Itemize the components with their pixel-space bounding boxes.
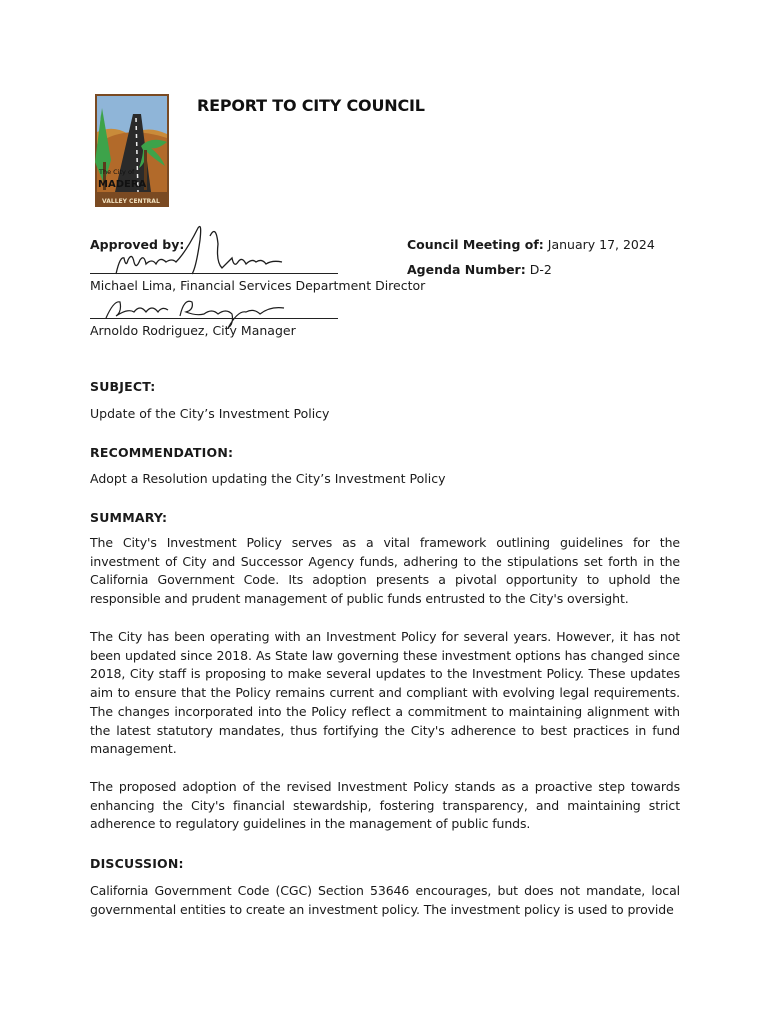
recommendation-text: Adopt a Resolution updating the City’s Investment Policy [90, 471, 446, 486]
recommendation-heading: RECOMMENDATION: [90, 445, 234, 460]
page-title: REPORT TO CITY COUNCIL [197, 96, 425, 115]
summary-paragraph-2: The City has been operating with an Investment Policy for several years. However, it has not been updated since 2018. As State law governing these investment options has changed since 2018, City staff is proposing to make several updates to the Investment Policy. These updates aim to ensure that the Policy remains current and compliant with evolving legal requirements. The changes incorporated into the Policy reflect a commitment to maintaining alignment with the latest statutory mandates, thus fortifying the City's adherence to best practices in fund management. [90, 629, 680, 757]
agenda-number-label: Agenda Number: [407, 262, 526, 277]
council-meeting-date [407, 237, 655, 252]
approved-by-label: Approved by: [90, 237, 185, 252]
summary-paragraph-3: The proposed adoption of the revised Investment Policy stands as a proactive step towards enhancing the City's financial stewardship, fostering transparency, and maintaining strict adherence to regulatory guidelines in the management of public funds. [90, 779, 680, 832]
discussion-heading: DISCUSSION: [90, 856, 184, 871]
signer-2-name: Arnoldo Rodriguez, City Manager [90, 323, 296, 338]
subject-text: Update of the City’s Investment Policy [90, 406, 330, 421]
summary-paragraph-1: The City's Investment Policy serves as a vital framework outlining guidelines for the investment of City and Successor Agency funds, adhering to the stipulations set forth in the California Government Code. Its adoption presents a pivotal opportunity to uphold the responsible and prudent management of public funds entrusted to the City's oversight. [90, 535, 680, 607]
signature-line-2 [90, 318, 338, 319]
city-of-madera-logo [95, 94, 169, 207]
logo-line3: VALLEY CENTRAL [102, 198, 160, 205]
signature-line-1 [90, 273, 338, 274]
agenda-number-value: D-2 [529, 262, 552, 277]
subject-heading: SUBJECT: [90, 379, 156, 394]
meeting-date-value: January 17, 2024 [547, 237, 655, 252]
logo-line1: The City of [99, 168, 135, 176]
discussion-paragraph: California Government Code (CGC) Section 53646 encourages, but does not mandate, local governmental entities to create an investment policy. The investment policy is used to provide [90, 883, 680, 917]
logo-line2: MADERA [98, 179, 147, 190]
summary-heading: SUMMARY: [90, 510, 168, 525]
meeting-date-label: Council Meeting of: [407, 237, 544, 252]
agenda-number [407, 262, 552, 277]
signer-1-name: Michael Lima, Financial Services Department Director [90, 278, 426, 293]
